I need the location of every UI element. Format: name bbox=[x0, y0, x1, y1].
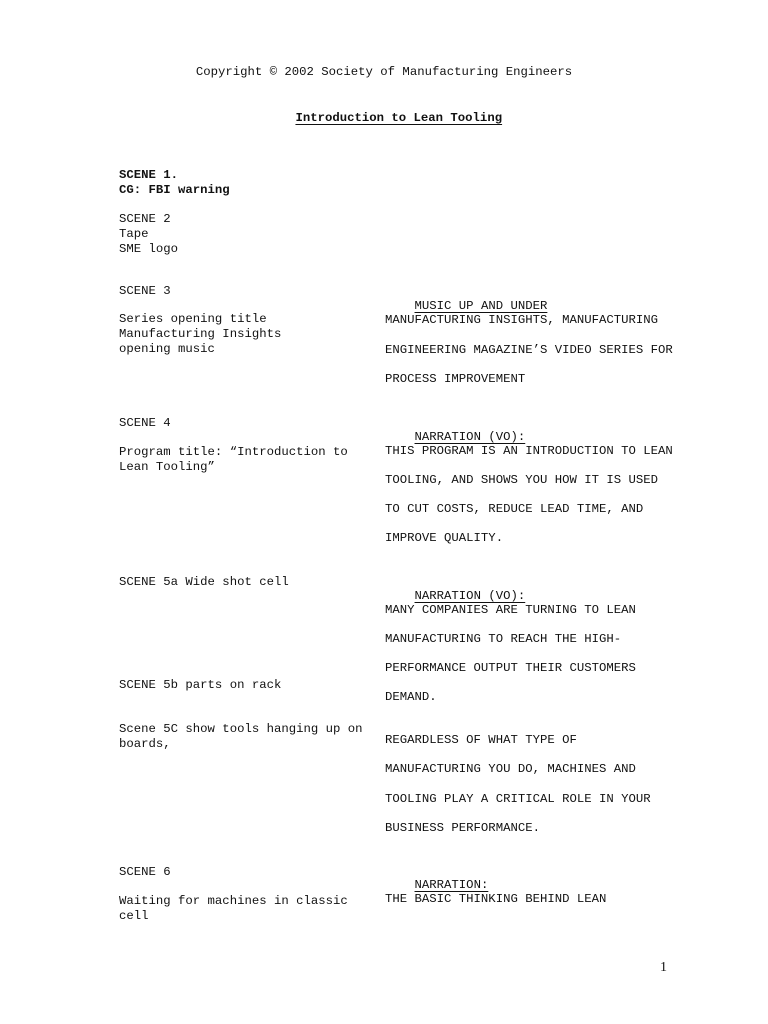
scene-5c-desc-line: Scene 5C show tools hanging up on bbox=[119, 722, 363, 736]
copyright-line: Copyright © 2002 Society of Manufacturing Engineers bbox=[195, 65, 573, 79]
scene-5-audio-line: MANUFACTURING TO REACH THE HIGH- bbox=[385, 632, 622, 646]
scene-2-line: SME logo bbox=[119, 242, 179, 256]
scene-4-audio-line: TOOLING, AND SHOWS YOU HOW IT IS USED bbox=[385, 473, 659, 487]
scene-1-cg-line: CG: FBI warning bbox=[119, 183, 230, 197]
page-number: 1 bbox=[660, 960, 667, 975]
scene-5-audio-line: TOOLING PLAY A CRITICAL ROLE IN YOUR bbox=[385, 792, 651, 806]
scene-4-audio-line: IMPROVE QUALITY. bbox=[385, 531, 504, 545]
scene-5-audio-line: MANUFACTURING YOU DO, MACHINES AND bbox=[385, 762, 636, 776]
scene-5-audio-line: REGARDLESS OF WHAT TYPE OF bbox=[385, 733, 577, 747]
scene-6-heading: SCENE 6 bbox=[119, 865, 171, 879]
scene-3-desc-line: opening music bbox=[119, 342, 215, 356]
scene-2-line: Tape bbox=[119, 227, 149, 241]
scene-3-audio-heading: MUSIC UP AND UNDER bbox=[414, 298, 548, 313]
scene-3-heading: SCENE 3 bbox=[119, 284, 171, 298]
scene-6-audio-heading: NARRATION: bbox=[414, 877, 489, 892]
scene-3-desc-line: Series opening title bbox=[119, 312, 267, 326]
scene-3-audio-line: PROCESS IMPROVEMENT bbox=[385, 372, 526, 386]
scene-6-desc-line: cell bbox=[119, 909, 149, 923]
scene-4-audio-line: TO CUT COSTS, REDUCE LEAD TIME, AND bbox=[385, 502, 644, 516]
scene-3-audio-line: ENGINEERING MAGAZINE’S VIDEO SERIES FOR bbox=[385, 343, 673, 357]
scene-3-audio-line: MANUFACTURING INSIGHTS, MANUFACTURING bbox=[385, 313, 659, 327]
scene-5c-desc-line: boards, bbox=[119, 737, 171, 751]
scene-6-desc-line: Waiting for machines in classic bbox=[119, 894, 348, 908]
scene-3-desc-line: Manufacturing Insights bbox=[119, 327, 282, 341]
scene-5a-heading: SCENE 5a Wide shot cell bbox=[119, 575, 289, 589]
scene-4-audio-heading: NARRATION (VO): bbox=[414, 429, 526, 444]
scene-4-desc-line: Lean Tooling” bbox=[119, 460, 215, 474]
document-title: Introduction to Lean Tooling bbox=[295, 110, 503, 125]
scene-1-heading: SCENE 1. bbox=[119, 168, 179, 182]
scene-5-audio-heading: NARRATION (VO): bbox=[414, 588, 526, 603]
scene-5-audio-line: MANY COMPANIES ARE TURNING TO LEAN bbox=[385, 603, 636, 617]
scene-5-audio-line: BUSINESS PERFORMANCE. bbox=[385, 821, 540, 835]
scene-4-audio-line: THIS PROGRAM IS AN INTRODUCTION TO LEAN bbox=[385, 444, 673, 458]
scene-6-audio-line: THE BASIC THINKING BEHIND LEAN bbox=[385, 892, 607, 906]
scene-2-heading: SCENE 2 bbox=[119, 212, 171, 226]
scene-5-audio-line: DEMAND. bbox=[385, 690, 437, 704]
scene-5-audio-line: PERFORMANCE OUTPUT THEIR CUSTOMERS bbox=[385, 661, 636, 675]
document-title-wrap bbox=[0, 96, 768, 140]
scene-5b-heading: SCENE 5b parts on rack bbox=[119, 678, 282, 692]
scene-4-desc-line: Program title: “Introduction to bbox=[119, 445, 348, 459]
scene-4-heading: SCENE 4 bbox=[119, 416, 171, 430]
